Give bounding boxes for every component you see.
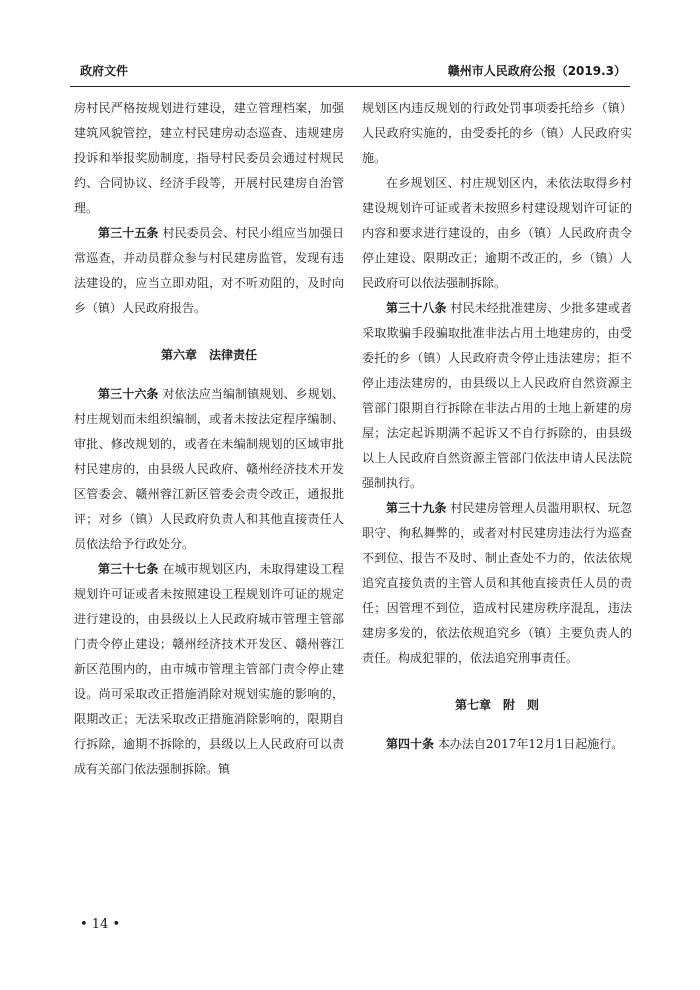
article-title: 第三十五条	[98, 226, 159, 240]
article-39	[362, 496, 632, 671]
section-label: 政府文件	[80, 64, 129, 78]
article-text: 本办法自2017年12月1日起施行。	[437, 737, 624, 751]
article-38	[362, 296, 632, 496]
right-column	[362, 96, 632, 757]
article-36	[74, 382, 344, 557]
article-title: 第四十条	[386, 737, 435, 751]
article-text: 村民建房管理人员滥用职权、玩忽职守、徇私舞弊的，或者对村民建房违法行为巡查不到位、报告不及时、制止查处不力的，依法依规追究直接负责的主管人员和其他直接责任人员的责任；因管理不到位，造成村民建房秩序混乱，违法建房多发的，依法依规追究乡（镇）主要负责人的责任。构成犯罪的，依法追究刑事责任。	[362, 501, 632, 665]
article-text: 村民委员会、村民小组应当加强日常巡查，并动员群众参与村民建房监管，发现有违法建设的，应当立即劝阻，对不听劝阻的，及时向乡（镇）人民政府报告。	[74, 226, 344, 315]
left-column	[74, 96, 344, 782]
page-number: • 14 •	[80, 917, 121, 932]
article-35	[74, 221, 344, 321]
article-title: 第三十六条	[98, 387, 159, 401]
article-40	[362, 732, 632, 757]
article-text: 对依法应当编制镇规划、乡规划、村庄规划而未组织编制，或者未按法定程序编制、审批、修改规划的，或者在未编制规划的区域审批村民建房的，由县级人民政府、赣州经济技术开发区管委会、赣州蓉江新区管委会责令改正，通报批评；对乡（镇）人民政府负责人和其他直接责任人员依法给予行政处分。	[74, 387, 344, 551]
page-header	[70, 62, 630, 82]
article-title: 第三十八条	[386, 301, 447, 315]
chapter-heading: 第六章 法律责任	[160, 348, 257, 362]
article-text: 村民未经批准建房、少批多建或者采取欺骗手段骗取批准非法占用土地建房的，由受委托的乡（镇）人民政府责令停止违法建房；拒不停止违法建房的，由县级以上人民政府自然资源主管部门限期自行拆除在非法占用的土地上新建的房屋；法定起诉期满不起诉又不自行拆除的，由县级以上人民政府自然资源主管部门依法申请人民法院强制执行。	[362, 301, 632, 490]
article-text: 在城市规划区内，未取得建设工程规划许可证或者未按照建设工程规划许可证的规定进行建设的，由县级以上人民政府城市管理主管部门责令停止建设；赣州经济技术开发区、赣州蓉江新区范围内的，由市城市管理主管部门责令停止建设。尚可采取改正措施消除对规划实施的影响的，限期改正；无法采取改正措施消除影响的，限期自行拆除，逾期不拆除的，县级以上人民政府可以责成有关部门依法强制拆除。镇	[74, 562, 344, 776]
article-title: 第三十七条	[98, 562, 159, 576]
article-title: 第三十九条	[386, 501, 447, 515]
header-rule	[70, 86, 630, 87]
chapter-heading: 第七章 附 则	[454, 698, 539, 712]
paragraph: 在乡规划区、村庄规划区内，未依法取得乡村建设规划许可证或者未按照乡村建设规划许可证的内容和要求进行建设的，由乡（镇）人民政府责令停止建设、限期改正；逾期不改正的，乡（镇）人民政府可以依法强制拆除。	[362, 176, 632, 290]
paragraph: 房村民严格按规划进行建设，建立管理档案，加强建筑风貌管控，建立村民建房动态巡查、违规建房投诉和举报奖励制度，指导村民委员会通过村规民约、合同协议、经济手段等，开展村民建房自治管理。	[74, 101, 344, 215]
article-37	[74, 557, 344, 782]
paragraph: 规划区内违反规划的行政处罚事项委托给乡（镇）人民政府实施的，由受委托的乡（镇）人民政府实施。	[362, 101, 632, 165]
publication-title: 赣州市人民政府公报（2019.3）	[447, 64, 626, 78]
